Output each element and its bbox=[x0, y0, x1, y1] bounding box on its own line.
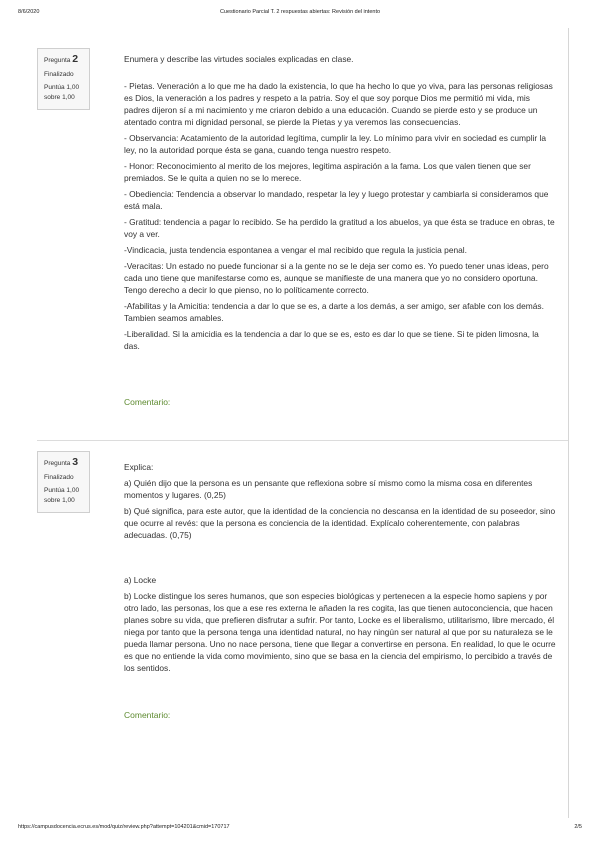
answer-paragraph: - Pietas. Veneración a lo que me ha dado la existencia, lo que ha hecho lo que yo viva, para las personas religiosas es Dios, la veneración a los padres y respeto a la patria. Soy el que soy porque Dios me permitió mi vida, mis padres dijeron sí a mi nacimiento y me criaron debido a una educación. Cuando se pierde esto y se produce un atentado contra mi dignidad personal, se pierde la Pietas y ya veremos las consecuencias. bbox=[124, 81, 553, 127]
print-page-number: 2/5 bbox=[574, 824, 582, 830]
question-prompt: Enumera y describe las virtudes sociales explicadas en clase. bbox=[124, 54, 354, 64]
page-right-border bbox=[568, 28, 569, 818]
question-item: a) Quién dijo que la persona es un pensante que reflexiona sobre sí mismo como la misma cosa en diferentes momentos y lugares. (0,25) bbox=[124, 478, 533, 500]
question-text bbox=[124, 461, 556, 541]
question-state: Finalizado bbox=[44, 474, 74, 481]
print-date: 8/6/2020 bbox=[18, 9, 40, 15]
question-number: Pregunta 3 bbox=[44, 456, 79, 468]
question-item: b) Qué significa, para este autor, que la identidad de la conciencia no descansa en la identidad de su poseedor, sino que ocurre al revés: que la persona es conciencia de la identidad. Explícalo coherentemente, con palabras adecuadas. (0,75) bbox=[124, 506, 556, 540]
print-title: Cuestionario Parcial T. 2 respuestas abiertas: Revisión del intento bbox=[219, 9, 381, 15]
answer-paragraph: -Liberalidad. Si la amicidia es la tendencia a dar lo que se es, esto es dar lo que se tiene. Si te piden limosna, la das. bbox=[124, 329, 539, 351]
answer-paragraph: a) Locke bbox=[124, 575, 157, 585]
answer-paragraph: -Veracitas: Un estado no puede funcionar si a la gente no se le deja ser como es. Yo puedo tener unas ideas, pero cada uno tiene que manifestarse como es, aunque se manifieste de una manera que yo no considero oportuna. Tengo derecho a decir lo que pienso, no lo políticamente correcto. bbox=[124, 261, 549, 295]
print-header bbox=[18, 9, 582, 19]
answer-paragraph: - Gratitud: tendencia a pagar lo recibido. Se ha perdido la gratitud a los abuelos, ya que ésta se traduce en obras, te voy a ver. bbox=[124, 217, 555, 239]
answer-paragraph: - Honor: Reconocimiento al merito de los mejores, legitima aspiración a la fama. Los que valen tienen que ser premiados. Se le quita a quien no se lo merece. bbox=[124, 161, 531, 183]
comment-link[interactable]: Comentario: bbox=[124, 710, 171, 720]
question-info-box bbox=[37, 48, 90, 110]
answer-text bbox=[124, 80, 556, 352]
question-divider bbox=[37, 440, 568, 441]
comment-link[interactable]: Comentario: bbox=[124, 397, 171, 407]
answer-paragraph: b) Locke distingue los seres humanos, que son especies biológicas y pertenecen a la especie homo sapiens y por otro lado, las personas, los que a ese res externa le añaden la res cogita, las que tienen autoconciencia, que hacen planes sobre su vida, que prefieren disfrutar a sufrir. Por tanto, Locke es el liberalismo, utilitarismo, libre mercado, él niega por tanto que la persona tenga una identidad natural, no hay ningún ser natural al que por su naturaleza se le pueda llamar persona. Uno no nace persona, tiene que llegar a convertirse en persona. En realidad, lo que le ocurre es que no entiende la vida como movimiento, sino que se basa en la ciencia del empirismo, lo percibido a través de los sentidos. bbox=[124, 591, 556, 673]
print-footer bbox=[18, 824, 582, 834]
question-grade: Puntúa 1,00 sobre 1,00 bbox=[44, 487, 80, 504]
answer-paragraph: -Vindicacia, justa tendencia espontanea a vengar el mal recibido que regula la justicia penal. bbox=[124, 245, 467, 255]
question-number: Pregunta 2 bbox=[44, 53, 79, 65]
print-url: https://campusdocencia.ecrus.es/mod/quiz/review.php?attempt=104201&cmid=170717 bbox=[18, 824, 230, 830]
question-text bbox=[124, 53, 556, 65]
answer-text bbox=[124, 574, 556, 674]
question-info-box bbox=[37, 451, 90, 513]
question-grade: Puntúa 1,00 sobre 1,00 bbox=[44, 84, 80, 101]
answer-paragraph: - Observancia: Acatamiento de la autoridad legítima, cumplir la ley. Lo mínimo para vivir en sociedad es cumplir la ley, no la autoridad porque ésta se gana, cuando tenga nuestro respeto. bbox=[124, 133, 547, 155]
answer-paragraph: - Obediencia: Tendencia a observar lo mandado, respetar la ley y luego protestar y cambiarla si consideramos que está mala. bbox=[124, 189, 549, 211]
question-prompt: Explica: bbox=[124, 462, 154, 472]
answer-paragraph: -Afabilitas y la Amicitia: tendencia a dar lo que se es, a darte a los demás, a ser amigo, ser afable con los demás. Tambien seamos amables. bbox=[124, 301, 544, 323]
question-state: Finalizado bbox=[44, 71, 74, 78]
